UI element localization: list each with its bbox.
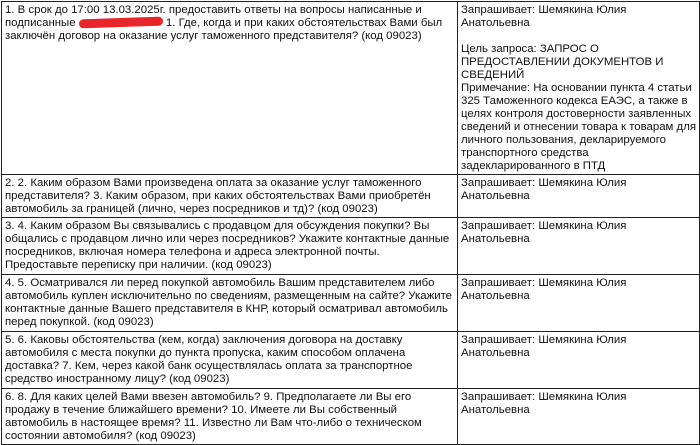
requester-cell	[458, 218, 700, 275]
question-text: 4. 5. Осматривался ли перед покупкой автомобиль Вашим представителем либо автомобиль куплен исключительно по сведениям, размещенным на сайте? Укажите контактные данные Вашего представителя в КНР, который осматривал автомобиль перед покупкой. (код 09023)	[5, 277, 453, 328]
table-row	[2, 2, 700, 175]
question-text-start: 1. В срок до 17:00 13.03.2025г. предоставить ответы на вопросы написанные и подписанные	[5, 4, 422, 29]
question-text: 2. 2. Каким образом Вами произведена оплата за оказание услуг таможенного представителя? 3. Каким образом, при каких обстоятельствах Вами приобретён автомобиль за границей (лично, через посредников и тд)? (код 09023)	[5, 177, 431, 215]
request-note: Примечание: На основании пункта 4 статьи 325 Таможенного кодекса ЕАЭС, а также в целях контроля достоверности заявленных сведений и отнесении товара к товарам для личного пользования, декларируемого транспортного средства задекларированного в ПТД	[461, 82, 697, 172]
question-cell	[2, 332, 458, 389]
requester-text: Запрашивает: Шемякина Юлия Анатольевна	[461, 391, 627, 416]
requester-cell	[458, 2, 700, 175]
question-text: 5. 6. Каковы обстоятельства (кем, когда) заключения договора на доставку автомобиля с места покупки до пункта пропуска, каким способом оплачена доставка? 7. Кем, через какой банк осуществлялась оплата за транспортное средство иностранному лицу? (код 09023)	[5, 334, 413, 385]
question-cell	[2, 175, 458, 218]
question-cell	[2, 275, 458, 332]
question-text-end: 1. Где, когда и при каких обстоятельствах Вами был заключён договор на оказание услуг таможенного представителя? (код 09023)	[5, 17, 443, 42]
question-text: 6. 8. Для каких целей Вами ввезен автомобиль? 9. Предполагаете ли Вы его продажу в течение ближайшего времени? 10. Имеете ли Вы собственный автомобиль в настоящее время? 11. Известно ли Вам что-либо о техническом состоянии автомобиля? (код 09023)	[5, 391, 422, 442]
table-row	[2, 175, 700, 218]
requester-cell	[458, 332, 700, 389]
requester-text: Запрашивает: Шемякина Юлия Анатольевна	[461, 220, 627, 245]
redaction-mark	[79, 17, 163, 29]
requester-text: Запрашивает: Шемякина Юлия Анатольевна	[461, 4, 627, 29]
requester-cell	[458, 175, 700, 218]
requester-text: Запрашивает: Шемякина Юлия Анатольевна	[461, 334, 627, 359]
requester-cell	[458, 389, 700, 445]
question-text: 3. 4. Каким образом Вы связывались с продавцом для обсуждения покупки? Вы общались с продавцом лично или через посредников? Укажите контактные данные посредников, включая номера телефона и адреса электронной почты. Предоставьте переписку при наличии. (код 09023)	[5, 220, 450, 271]
table-row	[2, 332, 700, 389]
request-purpose: Цель запроса: ЗАПРОС О ПРЕДОСТАВЛЕНИИ ДОКУМЕНТОВ И СВЕДЕНИЙ	[461, 43, 664, 81]
table-row	[2, 218, 700, 275]
requester-cell	[458, 275, 700, 332]
question-cell	[2, 2, 458, 175]
requester-text: Запрашивает: Шемякина Юлия Анатольевна	[461, 177, 627, 202]
request-table	[1, 1, 700, 445]
question-cell	[2, 218, 458, 275]
table-row	[2, 275, 700, 332]
requester-text: Запрашивает: Шемякина Юлия Анатольевна	[461, 277, 627, 302]
table-row	[2, 389, 700, 445]
question-cell	[2, 389, 458, 445]
